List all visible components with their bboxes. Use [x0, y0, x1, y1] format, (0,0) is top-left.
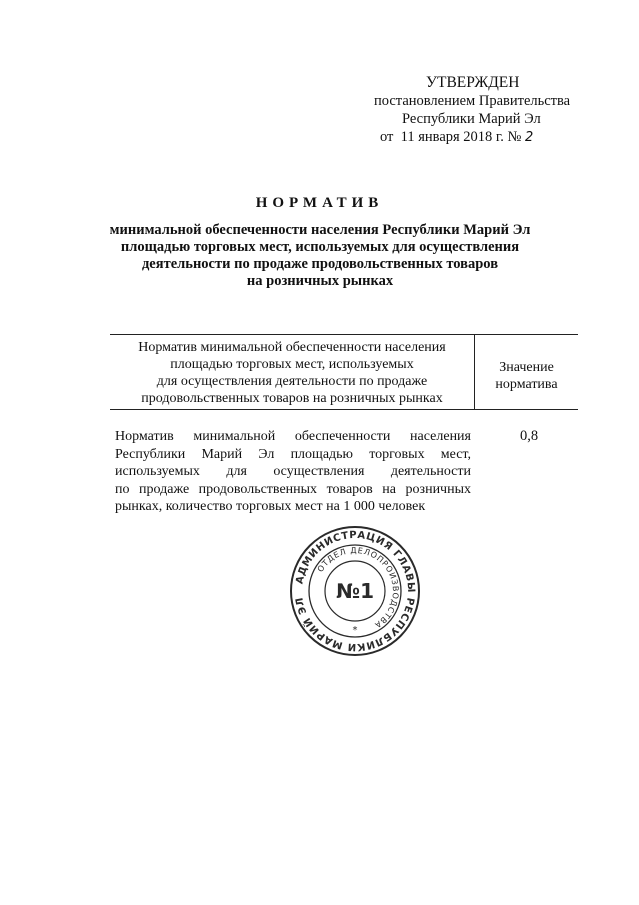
- row-text-line: Республики Марий Эл площадью торговых мест,: [115, 446, 471, 462]
- seal-center-number: №1: [336, 579, 374, 603]
- approval-date-prefix: от: [380, 129, 394, 145]
- approval-republic: Республики Марий Эл: [402, 111, 541, 127]
- seal-inner-text: ОТДЕЛ ДЕЛОПРОИЗВОДСТВА: [315, 545, 401, 630]
- header-norm-line: для осуществления деятельности по продаже: [156, 374, 428, 389]
- seal-outer-text: АДМИНИСТРАЦИЯ ГЛАВЫ РЕСПУБЛИКИ МАРИЙ ЭЛ: [294, 529, 417, 653]
- approval-doc-number: 2: [524, 130, 534, 145]
- document-title: НОРМАТИВ: [255, 195, 384, 211]
- header-value-line: Значение: [499, 360, 554, 375]
- table-row-description: [115, 428, 471, 516]
- row-text-line: Норматив минимальной обеспеченности населения: [115, 429, 471, 444]
- official-seal-stamp: [289, 525, 421, 657]
- table-row-value: 0,8: [520, 428, 539, 444]
- header-norm-line: Норматив минимальной обеспеченности населения: [138, 340, 446, 355]
- subtitle-line: минимальной обеспеченности населения Республики Марий Эл: [109, 222, 531, 238]
- seal-bottom-star: *: [352, 625, 358, 636]
- approval-date-line: [360, 128, 600, 147]
- header-value-column: [475, 359, 578, 393]
- row-text-line: по продаже продовольственных товаров на розничных: [115, 481, 471, 497]
- approval-heading: УТВЕРЖДЕН: [426, 74, 520, 91]
- approval-by-resolution: постановлением Правительства: [374, 93, 571, 109]
- document-subtitle: [100, 222, 540, 290]
- header-norm-column: [110, 339, 474, 407]
- row-text-line: используемых для осуществления деятельности: [115, 464, 471, 479]
- approval-block: [360, 74, 600, 147]
- norm-table-header: [110, 334, 578, 410]
- header-norm-line: продовольственных товаров на розничных рынках: [141, 391, 443, 406]
- subtitle-line: деятельности по продаже продовольственных товаров: [141, 256, 499, 272]
- row-text-line: рынках, количество торговых мест на 1 000 человек: [115, 499, 426, 514]
- header-value-line: норматива: [495, 377, 558, 392]
- header-norm-line: площадью торговых мест, используемых: [170, 357, 414, 372]
- subtitle-line: площадью торговых мест, используемых для осуществления: [120, 239, 520, 255]
- subtitle-line: на розничных рынках: [246, 273, 394, 289]
- approval-date: 11 января 2018 г. №: [400, 129, 522, 145]
